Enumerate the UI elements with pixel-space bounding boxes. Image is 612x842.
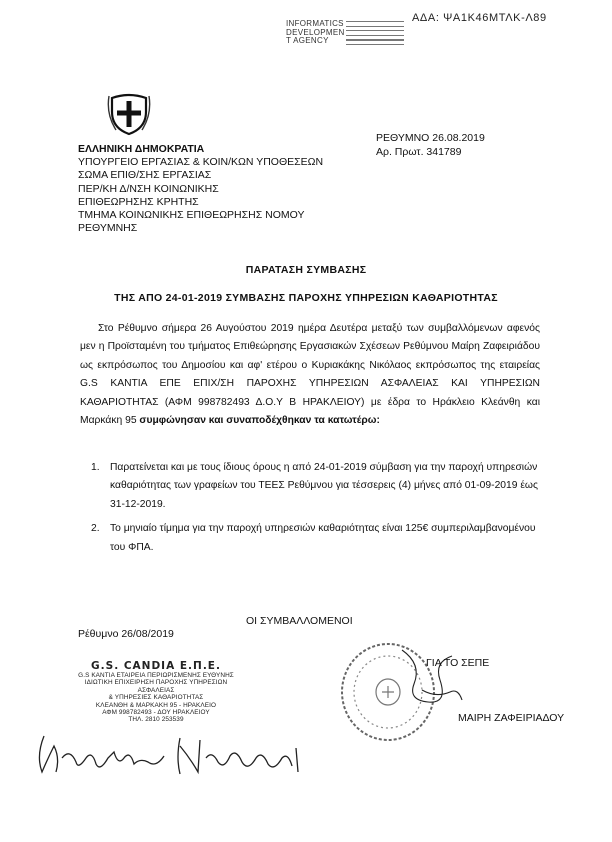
company-stamp-name: G.S. CANDIA E.Π.Ε. [91, 660, 221, 672]
ida-stamp [286, 20, 345, 46]
document-date: ΡΕΘΥΜΝΟ 26.08.2019 [376, 132, 485, 144]
intro-text: Στο Ρέθυμνο σήμερα 26 Αυγούστου 2019 ημέρα Δευτέρα μεταξύ των συμβαλλόμενων αφενός μεν η Προϊσταμένη του τμήματος Επιθεώρησης Εργασιακών Σχέσεων Ρεθύμνου Μαίρη Ζαφειριάδου ως εκπρόσωπος του Δημοσίου και αφ' ετέρου ο Κυριακάκης Νικόλαος εκπρόσωπος της εταιρείας G.S ΚΑΝΤΙΑ ΕΠΕ ΕΠΙΧ/ΣΗ ΠΑΡΟΧΗΣ ΥΠΗΡΕΣΙΩΝ ΑΣΦΑΛΕΙΑΣ ΚΑΙ ΥΠΗΡΕΣΙΩΝ ΚΑΘΑΡΙΟΤΗΤΑΣ (ΑΦΜ 998782493 Δ.Ο.Υ Β ΗΡΑΚΛΕΙΟΥ) με έδρα το Ηράκλειο Κλεάνθη και Μαρκάκη 95 [80, 323, 540, 427]
item-number: 1. [91, 462, 100, 473]
authority-line: ΕΛΛΗΝΙΚΗ ΔΗΜΟΚΡΑΤΙΑ [78, 143, 205, 155]
authority-line: ΡΕΘΥΜΝΗΣ [78, 222, 138, 235]
list-item [80, 459, 540, 514]
date-protocol-block [376, 132, 485, 159]
company-stamp-line: & ΥΠΗΡΕΣΙΕΣ ΚΑΘΑΡΙΟΤΗΤΑΣ [108, 694, 204, 702]
ida-stamp-line: DEVELOPMEN [286, 27, 345, 37]
document-title: ΠΑΡΑΤΑΣΗ ΣΥΜΒΑΣΗΣ [245, 264, 367, 276]
company-stamp-line: ΑΦΜ 998782493 - ΔΟΥ ΗΡΑΚΛΕΙΟΥ [102, 709, 210, 717]
contract-body [80, 320, 540, 430]
for-sepe-label: ΓΙΑ ΤΟ ΣΕΠΕ [426, 657, 490, 669]
company-stamp-line: ΤΗΛ. 2810 253539 [128, 716, 184, 724]
intro-paragraph [80, 320, 540, 430]
item-text: Το μηνιαίο τίμημα για την παροχή υπηρεσιών καθαριότητας είναι 125€ συμπεριλαμβανομένου του ΦΠΑ. [110, 523, 536, 553]
authority-line: ΥΠΟΥΡΓΕΙΟ ΕΡΓΑΣΙΑΣ & ΚΟΙΝ/ΚΩΝ ΥΠΟΘΕΣΕΩΝ [78, 156, 324, 169]
company-stamp-line: ΙΔΙΩΤΙΚΗ ΕΠΙΧΕΙΡΗΣΗ ΠΑΡΟΧΗΣ ΥΠΗΡΕΣΙΩΝ ΑΣΦΑΛΕΙΑΣ [84, 679, 228, 694]
company-stamp [66, 660, 246, 724]
authority-line: ΤΜΗΜΑ ΚΟΙΝΩΝΙΚΗΣ ΕΠΙΘΕΩΡΗΣΗΣ ΝΟΜΟΥ [78, 209, 305, 222]
agreement-clause: συμφώνησαν και συναποδέχθηκαν τα κατωτέρω: [139, 415, 380, 427]
company-stamp-line: G.S ΚΑΝΤΙΑ ΕΤΑΙΡΕΙΑ ΠΕΡΙΩΡΙΣΜΕΝΗΣ ΕΥΘΥΝΗΣ [78, 672, 234, 679]
terms-list [80, 459, 540, 563]
document-subtitle: ΤΗΣ ΑΠΟ 24-01-2019 ΣΥΜΒΑΣΗΣ ΠΑΡΟΧΗΣ ΥΠΗΡΕΣΙΩΝ ΚΑΘΑΡΙΟΤΗΤΑΣ [114, 292, 498, 304]
greek-emblem-icon [106, 90, 152, 136]
company-handwritten-signature [30, 728, 310, 780]
item-text: Παρατείνεται και με τους ίδιους όρους η από 24-01-2019 σύμβαση για την παροχή υπηρεσιών καθαριότητας των γραφείων του ΤΕΕΣ Ρεθύμνου για τέσσερεις (4) μήνες από 01-09-2019 έως 31-12-2019. [110, 462, 538, 510]
ida-stamp-line: T AGENCY [286, 36, 329, 45]
list-item [80, 520, 540, 557]
ida-stamp-fineprint [346, 21, 404, 48]
signature-place-date: Ρέθυμνο 26/08/2019 [78, 628, 174, 640]
issuing-authority [78, 143, 323, 235]
protocol-number: Αρ. Πρωτ. 341789 [376, 145, 462, 158]
signer-name: ΜΑΙΡΗ ΖΑΦΕΙΡΙΑΔΟΥ [458, 712, 565, 724]
ada-code: ΑΔΑ: ΨΑ1Κ46ΜΤΛΚ-Λ89 [412, 12, 547, 24]
zepe-handwritten-signature [392, 640, 472, 720]
signatories-heading: ΟΙ ΣΥΜΒΑΛΛΟΜΕΝΟΙ [246, 615, 353, 627]
item-number: 2. [91, 523, 100, 535]
authority-line: ΠΕΡ/ΚΗ Δ/ΝΣΗ ΚΟΙΝΩΝΙΚΗΣ [78, 182, 219, 195]
authority-line: ΣΩΜΑ ΕΠΙΘ/ΣΗΣ ΕΡΓΑΣΙΑΣ [78, 169, 212, 182]
company-stamp-line: ΚΛΕΑΝΘΗ & ΜΑΡΚΑΚΗ 95 - ΗΡΑΚΛΕΙΟ [95, 701, 217, 709]
authority-line: ΕΠΙΘΕΩΡΗΣΗΣ ΚΡΗΤΗΣ [78, 195, 199, 208]
ida-stamp-line: INFORMATICS [286, 19, 344, 28]
